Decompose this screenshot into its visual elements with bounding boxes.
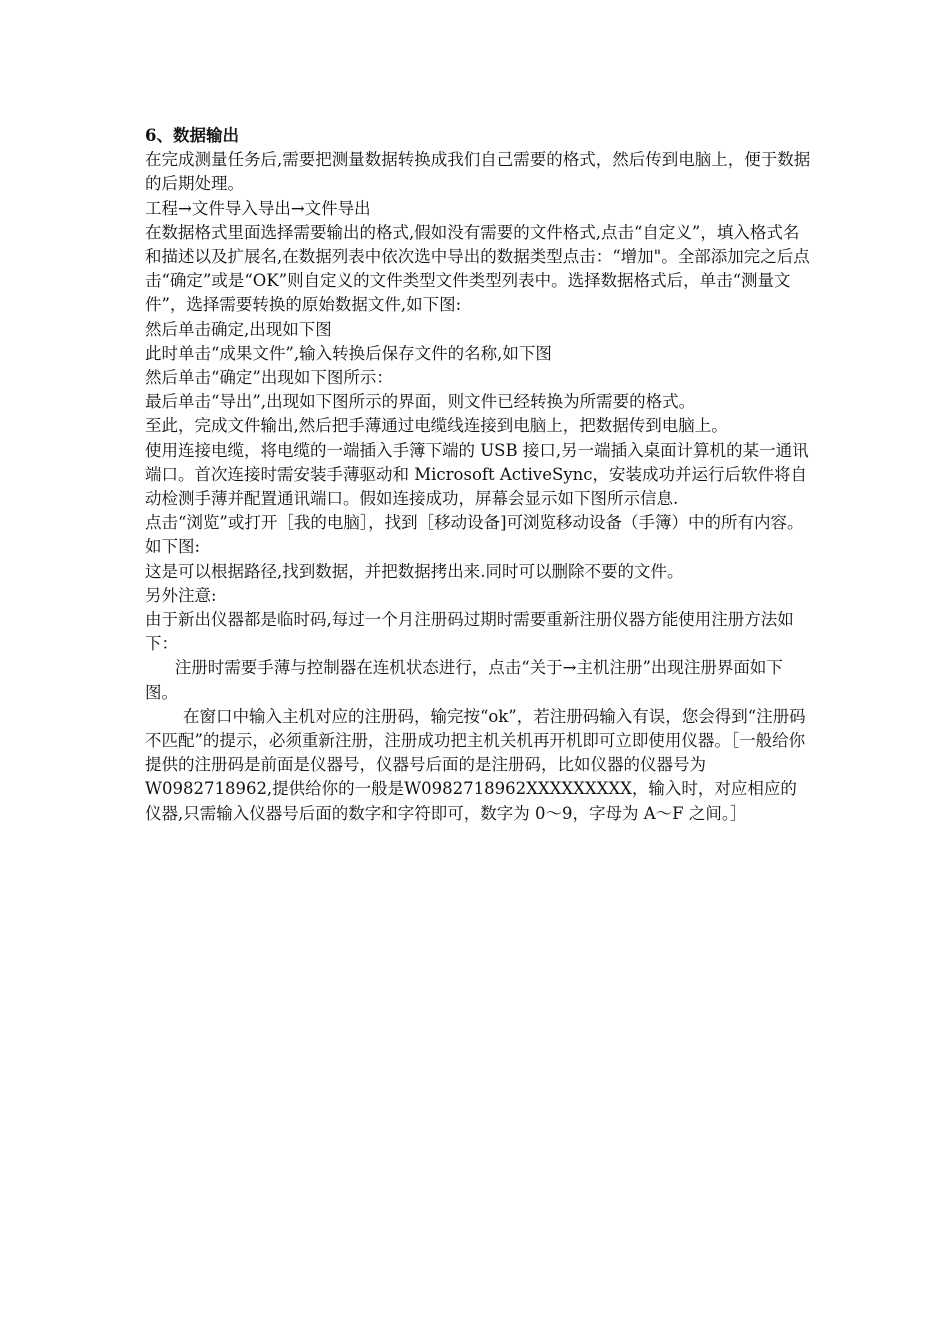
paragraph-registration-intro: 由于新出仪器都是临时码,每过一个月注册码过期时需要重新注册仪器方能使用注册方法如下： [145, 610, 794, 654]
paragraph-menu-path: 工程→文件导入导出→文件导出 [145, 198, 371, 218]
paragraph-registration-steps: 注册时需要手薄与控制器在连机状态进行，点击“关于→主机注册”出现注册界面如下图。 [145, 658, 783, 702]
paragraph-connect-cable: 使用连接电缆，将电缆的一端插入手簿下端的 USB 接口,另一端插入桌面计算机的某一通讯端口。首次连接时需安装手薄驱动和 Microsoft ActiveSync，安装成功并运行后软件将自动检测手薄并配置通讯端口。假如连接成功，屏幕会显示如下图所示信息. [145, 440, 809, 509]
paragraph-intro: 在完成测量任务后,需要把测量数据转换成我们自己需要的格式，然后传到电脑上，便于数据的后期处理。 [145, 150, 811, 194]
paragraph-confirm: 然后单击确定,出现如下图 [145, 319, 332, 339]
paragraph-export: 最后单击“导出”,出现如下图所示的界面，则文件已经转换为所需要的格式。 [145, 392, 696, 412]
paragraph-registration-code: 在窗口中输入主机对应的注册码，输完按“ok”，若注册码输入有误，您会得到“注册码不匹配”的提示，必须重新注册，注册成功把主机关机再开机即可立即使用仪器。［一般给你提供的注册码是前面是仪器号，仪器号后面的是注册码，比如仪器的仪器号为 W0982718962,提供给你的一般是W0982718962XXXXXXXXX，输入时，对应相应的仪器,只需输入仪器号后面的数字和字符即可，数字为 0～9，字母为 A～F 之间。］ [145, 706, 806, 823]
document-body [145, 124, 813, 826]
paragraph-browse: 点击“浏览”或打开［我的电脑］，找到［移动设备]可浏览移动设备（手簿）中的所有内容。如下图: [145, 513, 804, 557]
paragraph-transfer: 至此，完成文件输出,然后把手薄通过电缆线连接到电脑上，把数据传到电脑上。 [145, 416, 728, 436]
paragraph-note-label: 另外注意: [145, 585, 217, 605]
paragraph-format-select: 在数据格式里面选择需要输出的格式,假如没有需要的文件格式,点击“自定义”，填入格式名和描述以及扩展名,在数据列表中依次选中导出的数据类型点击：“增加"。全部添加完之后点击“确定”或是“OK”则自定义的文件类型文件类型列表中。选择数据格式后，单击“测量文件”，选择需要转换的原始数据文件,如下图: [145, 222, 810, 315]
paragraph-result-file: 此时单击“成果文件”,输入转换后保存文件的名称,如下图 [145, 343, 552, 363]
paragraph-copy-data: 这是可以根据路径,找到数据，并把数据拷出来.同时可以删除不要的文件。 [145, 561, 684, 581]
section-heading: 6、数据输出 [145, 126, 239, 145]
paragraph-confirm-again: 然后单击“确定”出现如下图所示： [145, 368, 393, 388]
